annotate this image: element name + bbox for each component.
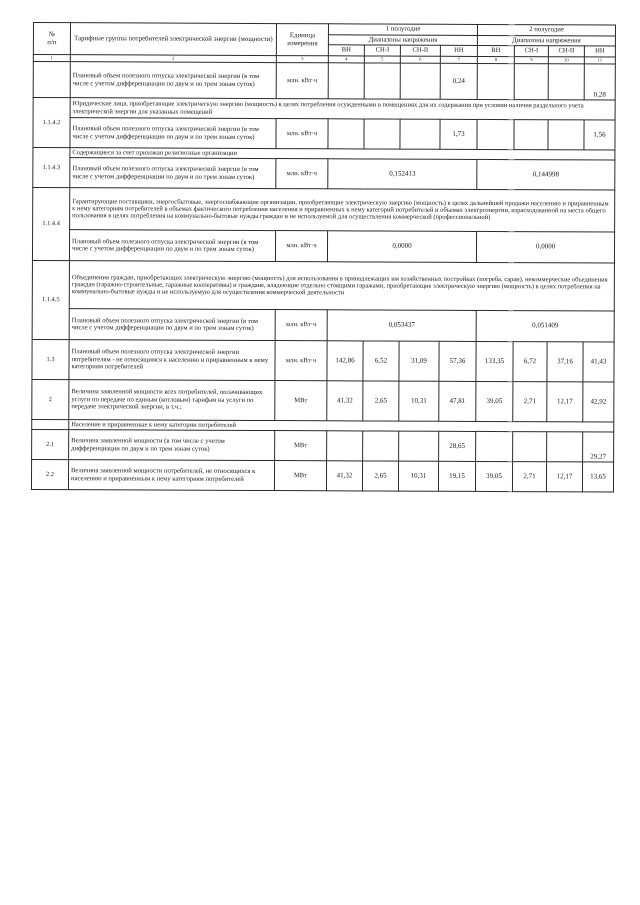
section-title: Юридические лица, приобретающие электрическую энергию (мощность) в целях потребления осужденными в помещениях для их содержания при условии наличия раздельного учета электрической энергии для указанных помещений [70, 98, 615, 120]
value-vn-1: 41,32 [326, 461, 362, 491]
value-sn1-2: 2,71 [512, 462, 546, 492]
table-row [32, 230, 614, 264]
section-row [32, 260, 614, 311]
value-sn1-1: 6,52 [363, 341, 399, 381]
section-row [33, 98, 615, 121]
value-sn1-2: 6,72 [513, 342, 547, 382]
value-half-2: 0,051409 [476, 310, 614, 342]
row-number: 2 [32, 379, 69, 419]
value-nn-1: 28,65 [439, 431, 476, 461]
section-title: Гарантирующие поставщики, энергосбытовые, энергоснабжающие организации, приобретающие электрическую энергию (мощность) в целях дальнейшей продажи населению и приравненным к нему категориям потребителей в объемах фактического потребления населения и приравненных к нему категорий потребителей и объемах электроэнергии, израсходованной на места общего пользования в целях потребления на коммунально-бытовые нужды граждан и не используемой для осуществления коммерческой (профессиональной) [70, 188, 615, 232]
row-unit: МВт [275, 431, 327, 461]
value-nn-1: 57,36 [439, 341, 476, 381]
header-no: № п/п [33, 23, 70, 55]
row-unit: млн. кВт·ч [275, 310, 327, 341]
row-unit: МВт [275, 381, 327, 421]
value-vn-2: 39,05 [475, 461, 512, 491]
level-nn-2: НН [584, 46, 615, 57]
level-sn2-2: СН-II [548, 46, 584, 57]
value-nn-2: 41,43 [583, 342, 614, 382]
colnum: 9 [514, 57, 548, 64]
section-title: Объединения граждан, приобретающих электрическую энергию (мощность) для использования в принадлежащих им хозяйственных постройках (погреба, сараи), некоммерческие объединения граждан (гаражно-строительные, гаражные кооперативы) и граждане, владеющие отдельно стоящими гаражами, приобретающие электрическую энергию (мощность) в целях потребления на коммунально-бытовые нужды и не используемую для осуществления коммерческой деятельности [69, 261, 614, 311]
level-sn1-1: СН-I [364, 45, 400, 56]
value-vn-1: 142,86 [327, 341, 363, 381]
value-nn-1: 19,15 [438, 461, 475, 491]
row-unit: млн. кВт·ч [276, 119, 328, 149]
row-unit: млн. кВт·ч [275, 231, 327, 262]
value-sn2-2: 12,17 [546, 462, 582, 492]
level-vn-1: ВН [328, 45, 364, 56]
row-label: Плановый объем полезного отпуска электрической энергии (в том числе с учетом дифференциации по двум и по трем зонам суток) [69, 309, 275, 341]
value-vn-2: 39,05 [476, 381, 513, 421]
value-nn-2: 42,92 [583, 382, 614, 422]
level-nn-1: НН [440, 45, 477, 56]
row-number: 1.1.4.3 [33, 148, 70, 188]
row-label: Плановый объем полезного отпуска электрической энергии потребителям - не относящимся к населению и приравненным к нему категориям потребителей [69, 340, 275, 381]
value-nn-1: 0,24 [440, 63, 477, 99]
value-nn-2: 13,65 [582, 462, 613, 492]
colnum: 6 [400, 56, 440, 63]
colnum: 10 [548, 57, 584, 64]
row-number: 1.1.4.2 [33, 98, 70, 148]
value-vn-1: 41,32 [327, 381, 363, 421]
row-number: 1.1.4.5 [32, 260, 69, 339]
header-unit: Единица измерения [276, 24, 328, 56]
value-nn-2: 1,56 [584, 120, 615, 150]
section-row [33, 188, 615, 233]
header-ranges-2: Диапазоны напряжения [477, 35, 615, 46]
row-unit: МВт [274, 461, 326, 491]
table-row [32, 308, 614, 342]
table-row [33, 158, 615, 191]
row-number: 1.1.4.4 [32, 188, 69, 261]
row-number: 2.2 [31, 459, 68, 489]
table-row [32, 429, 614, 462]
header-group: Тарифные группы потребителей электрической энергии (мощности) [70, 23, 276, 56]
row-unit: млн. кВт·ч [275, 341, 327, 381]
colnum: 4 [328, 56, 364, 63]
value-nn-2: 0,28 [584, 64, 615, 100]
colnum: 2 [70, 55, 276, 63]
row-label: Величина заявленной мощности потребителей, не относящихся к населению и приравненным к нему категориям потребителей [68, 460, 274, 491]
row-label: Плановый объем полезного отпуска электрической энергии (в том числе с учетом дифференциации по двум и по трем зонам суток) [69, 230, 275, 262]
row-label: Величина заявленной мощности всех потребителей, оплачивающих услуги по передаче по единым (котловым) тарифам на услуги по передаче электрической энергии, в т.ч.: [69, 380, 275, 421]
value-sn1-1: 2,65 [362, 461, 398, 491]
header-half-2: 2 полугодие [477, 24, 615, 36]
tariff-table [31, 22, 616, 493]
header-row-1 [33, 23, 615, 37]
row-number: 2.1 [32, 429, 69, 459]
value-half-1: 0,053437 [327, 310, 476, 342]
row-label: Величина заявленной мощности (в том числе с учетом дифференциации по двум и по трем зонам суток) [69, 430, 275, 461]
row-unit: млн. кВт·ч [276, 159, 328, 189]
colnum: 1 [33, 55, 70, 62]
colnum: 11 [584, 57, 615, 64]
value-nn-1: 47,81 [439, 381, 476, 421]
level-vn-2: ВН [477, 45, 514, 56]
row-number: 1.3 [32, 339, 69, 379]
header-half-1: 1 полугодие [328, 24, 477, 36]
level-sn2-1: СН-II [400, 45, 440, 56]
value-sn1-2: 2,71 [513, 382, 547, 422]
colnum: 3 [276, 56, 328, 63]
value-sn1-1: 2,65 [363, 381, 399, 421]
table-row [32, 379, 614, 422]
row-label: Плановый объем полезного отпуска электрической энергии (в том числе с учетом дифференциации по двум и по трем зонам суток) [70, 62, 276, 99]
value-sn2-2: 37,16 [547, 342, 583, 382]
header-ranges-1: Диапазоны напряжения [328, 35, 477, 46]
value-vn-2: 133,35 [476, 341, 513, 381]
section-title: Население и приравненные к нему категории потребителей [69, 420, 614, 432]
row-label: Плановый объем полезного отпуска электрической энергии (в том числе с учетом дифференциации по двум и по трем зонам суток) [70, 118, 276, 149]
value-nn-1: 1,73 [440, 119, 477, 149]
value-half-2: 0,144998 [477, 159, 615, 190]
section-title: Содержащиеся за счет прихожан религиозные организации [70, 148, 615, 160]
table-row [31, 459, 613, 492]
row-unit: млн. кВт·ч [276, 63, 328, 99]
value-sn2-1: 31,09 [399, 341, 439, 381]
colnum: 7 [440, 56, 477, 63]
table-row [33, 118, 615, 151]
row-label: Плановый объем полезного отпуска электрической энергии (в том числе с учетом дифференциации по двум и по трем зонам суток) [70, 158, 276, 189]
value-half-1: 0,0000 [327, 231, 476, 263]
value-half-2: 0,0000 [476, 231, 614, 263]
value-sn2-1: 10,31 [399, 381, 439, 421]
value-nn-2: 29,27 [583, 432, 614, 462]
colnum: 5 [364, 56, 400, 63]
colnum: 8 [477, 56, 514, 63]
level-sn1-2: СН-I [514, 46, 548, 57]
table-row [32, 339, 614, 382]
value-half-1: 0,152413 [328, 159, 477, 190]
value-sn2-1: 10,31 [398, 461, 438, 491]
value-sn2-2: 12,17 [547, 382, 583, 422]
table-row [33, 62, 615, 101]
